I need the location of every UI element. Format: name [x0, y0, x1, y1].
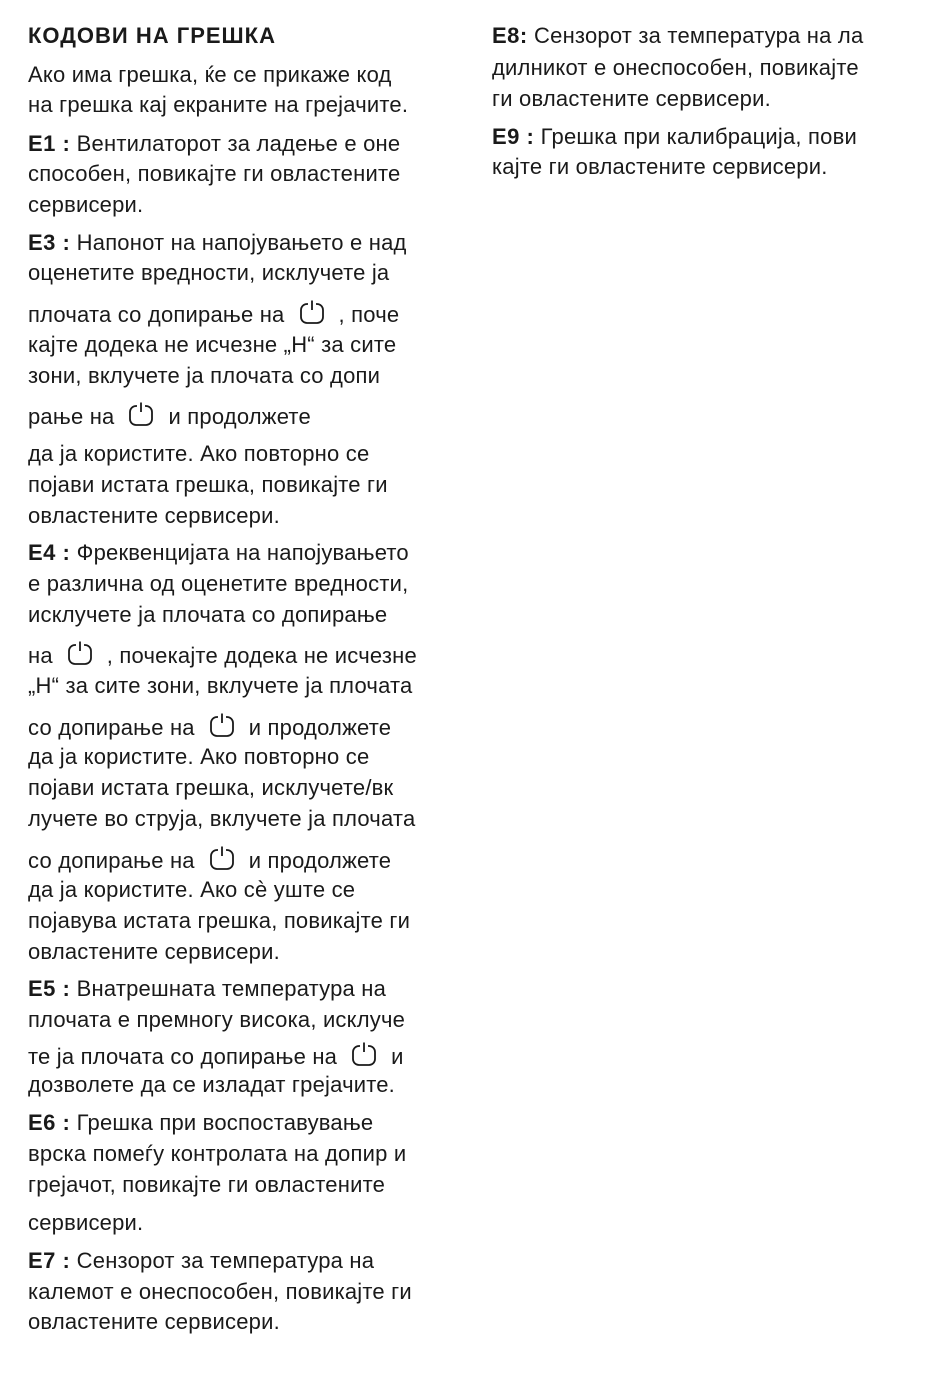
- e4-line: E4 : Фреквенцијата на напојувањето: [28, 540, 409, 565]
- e3-line: појави истата грешка, повикајте ги: [28, 472, 388, 497]
- error-code-e9: E9 :: [492, 124, 535, 149]
- power-icon: [128, 402, 154, 428]
- e4-line: „H“ за сите зони, вклучете ја плочата: [28, 673, 413, 698]
- error-code-e8: E8:: [492, 23, 528, 48]
- error-code-e4: E4 :: [28, 540, 71, 565]
- e4-line: е различна од оценетите вредности,: [28, 571, 409, 596]
- e5-line: E5 : Внатрешната температура на: [28, 976, 387, 1001]
- e8-line: E8: Сензорот за температура на ла: [492, 23, 864, 48]
- e1-line: E1 : Вентилаторот за ладење е оне: [28, 131, 401, 156]
- page-title: КОДОВИ НА ГРЕШКА: [28, 23, 276, 48]
- e1-line: способен, повикајте ги овластените: [28, 161, 401, 186]
- e4-line: овластените сервисери.: [28, 939, 280, 964]
- error-code-e1: E1 :: [28, 131, 71, 156]
- e4-line: на , почекајте додека не исчезне: [28, 643, 417, 668]
- e6-line: сервисери.: [28, 1210, 144, 1235]
- e7-line: E7 : Сензорот за температура на: [28, 1248, 375, 1273]
- error-code-e3: E3 :: [28, 230, 71, 255]
- e4-line: со допирање на и продолжете: [28, 848, 392, 873]
- e5-line: плочата е премногу висока, исклуче: [28, 1007, 406, 1032]
- e3-line: E3 : Напонот на напојувањето е над: [28, 230, 407, 255]
- e1-line: сервисери.: [28, 192, 144, 217]
- e8-line: ги овластените сервисери.: [492, 86, 771, 111]
- e3-line: овластените сервисери.: [28, 503, 280, 528]
- error-code-e5: E5 :: [28, 976, 71, 1001]
- error-code-e7: E7 :: [28, 1248, 71, 1273]
- power-icon: [209, 713, 235, 739]
- e8-line: дилникот е онеспособен, повикајте: [492, 55, 859, 80]
- power-icon: [299, 300, 325, 326]
- e4-line: да ја користите. Ако повторно се: [28, 744, 370, 769]
- e3-line: рање на и продолжете: [28, 404, 311, 429]
- e4-line: со допирање на и продолжете: [28, 715, 392, 740]
- e4-line: лучете во струја, вклучете ја плочата: [28, 806, 416, 831]
- power-icon: [67, 641, 93, 667]
- intro-line: на грешка кај екраните на грејачите.: [28, 92, 409, 117]
- e4-line: исклучете ја плочата со допирање: [28, 602, 388, 627]
- e4-line: појавува истата грешка, повикајте ги: [28, 908, 411, 933]
- e6-line: грејачот, повикајте ги овластените: [28, 1172, 386, 1197]
- e4-line: да ја користите. Ако сè уште се: [28, 877, 356, 902]
- error-code-e6: E6 :: [28, 1110, 71, 1135]
- e9-line: E9 : Грешка при калибрација, пови: [492, 124, 857, 149]
- power-icon: [351, 1042, 377, 1068]
- e3-line: плочата со допирање на , поче: [28, 302, 400, 327]
- e6-line: E6 : Грешка при воспоставување: [28, 1110, 374, 1135]
- e3-line: да ја користите. Ако повторно се: [28, 441, 370, 466]
- intro-line: Ако има грешка, ќе се прикаже код: [28, 62, 392, 87]
- e3-line: кајте додека не исчезне „H“ за сите: [28, 332, 397, 357]
- e5-line: те ја плочата со допирање на и: [28, 1044, 404, 1069]
- e4-line: појави истата грешка, исклучете/вк: [28, 775, 394, 800]
- e7-line: калемот е онеспособен, повикајте ги: [28, 1279, 412, 1304]
- e5-line: дозволете да се изладат грејачите.: [28, 1072, 395, 1097]
- e3-line: зони, вклучете ја плочата со допи: [28, 363, 381, 388]
- power-icon: [209, 846, 235, 872]
- e7-line: овластените сервисери.: [28, 1309, 280, 1334]
- e3-line: оценетите вредности, исклучете ја: [28, 260, 390, 285]
- e6-line: врска помеѓу контролата на допир и: [28, 1141, 407, 1166]
- e9-line: кајте ги овластените сервисери.: [492, 154, 828, 179]
